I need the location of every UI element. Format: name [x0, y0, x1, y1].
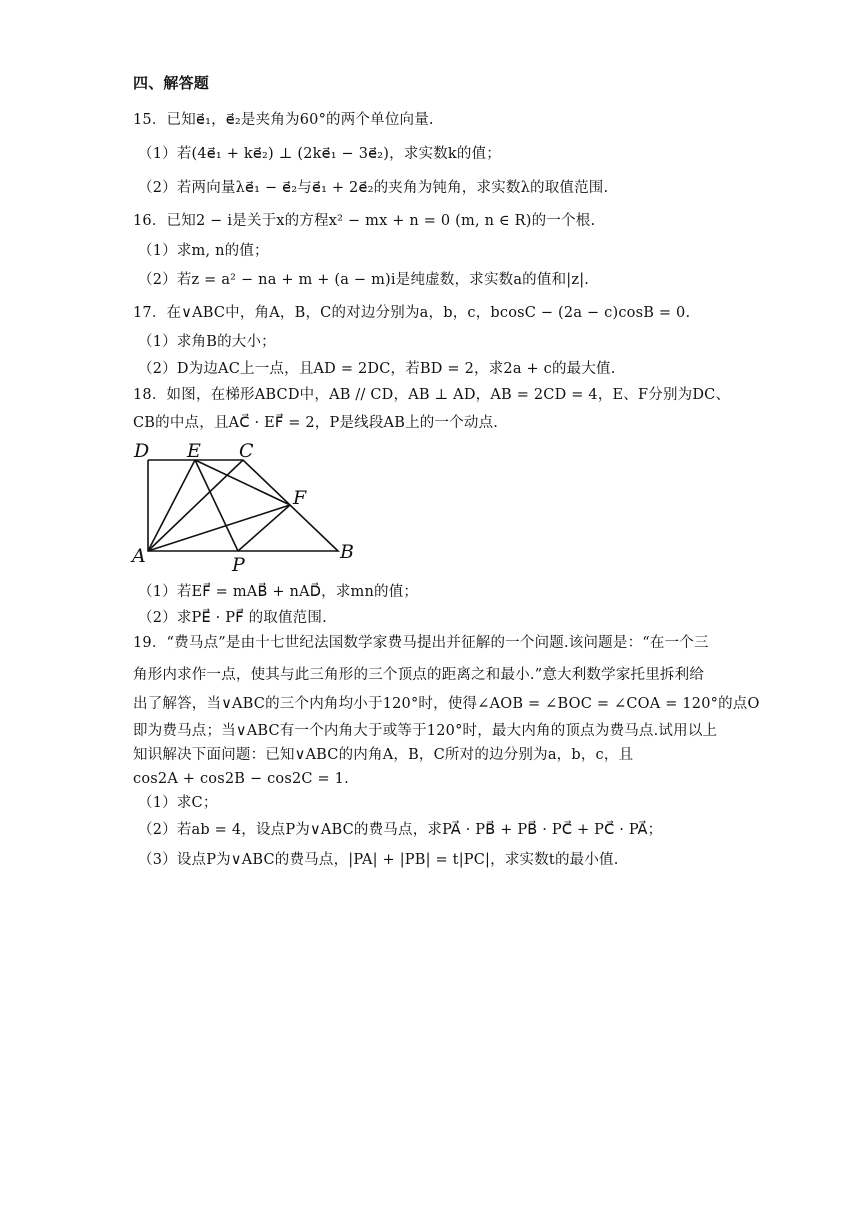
label-P: P	[232, 554, 245, 573]
q19-part1: （1）求C；	[138, 795, 218, 811]
q16-part1: （1）求m, n的值；	[138, 243, 269, 259]
segment-AC	[148, 460, 243, 551]
label-A: A	[132, 545, 146, 567]
q16-stem: 16．已知2 − i是关于x的方程x² − mx + n = 0 (m, n ∈ R)的一个根.	[133, 213, 596, 229]
q18-part1: （1）若EF⃗ = mAB⃗ + nAD⃗，求mn的值；	[138, 584, 419, 600]
q19-line6: cos2A + cos2B − cos2C = 1.	[133, 771, 349, 787]
q19-line2: 角形内求作一点，使其与此三角形的三个顶点的距离之和最小.”意大利数学家托里拆利给	[133, 667, 705, 683]
label-B: B	[340, 541, 354, 563]
segment-EP	[195, 460, 238, 551]
q16-part2: （2）若z = a² − na + m + (a − m)i是纯虚数，求实数a的值和|z|.	[138, 272, 590, 288]
q17-part1: （1）求角B的大小；	[138, 334, 276, 350]
q15-stem: 15．已知e⃗₁，e⃗₂是夹角为60°的两个单位向量.	[133, 112, 434, 128]
label-E: E	[187, 440, 201, 462]
q18-part2: （2）求PE⃗ · PF⃗ 的取值范围.	[138, 610, 327, 626]
q19-part2: （2）若ab = 4，设点P为∨ABC的费马点，求PA⃗ · PB⃗ + PB⃗ · PC⃗ + PC⃗ · PA⃗；	[138, 822, 663, 838]
section-heading: 四、解答题	[133, 74, 210, 92]
trapezoid-figure	[128, 438, 368, 573]
q19-line4: 即为费马点；当∨ABC有一个内角大于或等于120°时，最大内角的顶点为费马点.试用以上	[133, 723, 718, 739]
q19-line3: 出了解答，当∨ABC的三个内角均小于120°时，使得∠AOB = ∠BOC = ∠COA = 120°的点O	[133, 696, 760, 712]
q15-part1: （1）若(4e⃗₁ + ke⃗₂) ⊥ (2ke⃗₁ − 3e⃗₂)，求实数k的值；	[138, 146, 502, 162]
segment-PF	[238, 505, 290, 551]
label-C: C	[239, 440, 254, 462]
segment-EF	[195, 460, 290, 505]
q17-stem: 17．在∨ABC中，角A，B，C的对边分别为a，b，c，bcosC − (2a − c)cosB = 0.	[133, 305, 691, 321]
q19-part3: （3）设点P为∨ABC的费马点，|PA| + |PB| = t|PC|，求实数t的最小值.	[138, 852, 619, 868]
trapezoid-outline	[148, 460, 338, 551]
q18-stem-line2: CB的中点，且AC⃗ · EF⃗ = 2，P是线段AB上的一个动点.	[133, 415, 499, 431]
q19-line1: 19．“费马点”是由十七世纪法国数学家费马提出并征解的一个问题.该问题是：“在一个三	[133, 635, 709, 651]
q15-part2: （2）若两向量λe⃗₁ − e⃗₂与e⃗₁ + 2e⃗₂的夹角为钝角，求实数λ的取值范围.	[138, 180, 609, 196]
label-D: D	[134, 440, 150, 462]
q19-line5: 知识解决下面问题：已知∨ABC的内角A，B，C所对的边分别为a，b，c，且	[133, 747, 634, 763]
q17-part2: （2）D为边AC上一点，且AD = 2DC，若BD = 2，求2a + c的最大值.	[138, 361, 616, 377]
q18-stem-line1: 18．如图，在梯形ABCD中，AB // CD，AB ⊥ AD，AB = 2CD = 4，E、F分别为DC、	[133, 387, 731, 403]
label-F: F	[293, 487, 307, 509]
